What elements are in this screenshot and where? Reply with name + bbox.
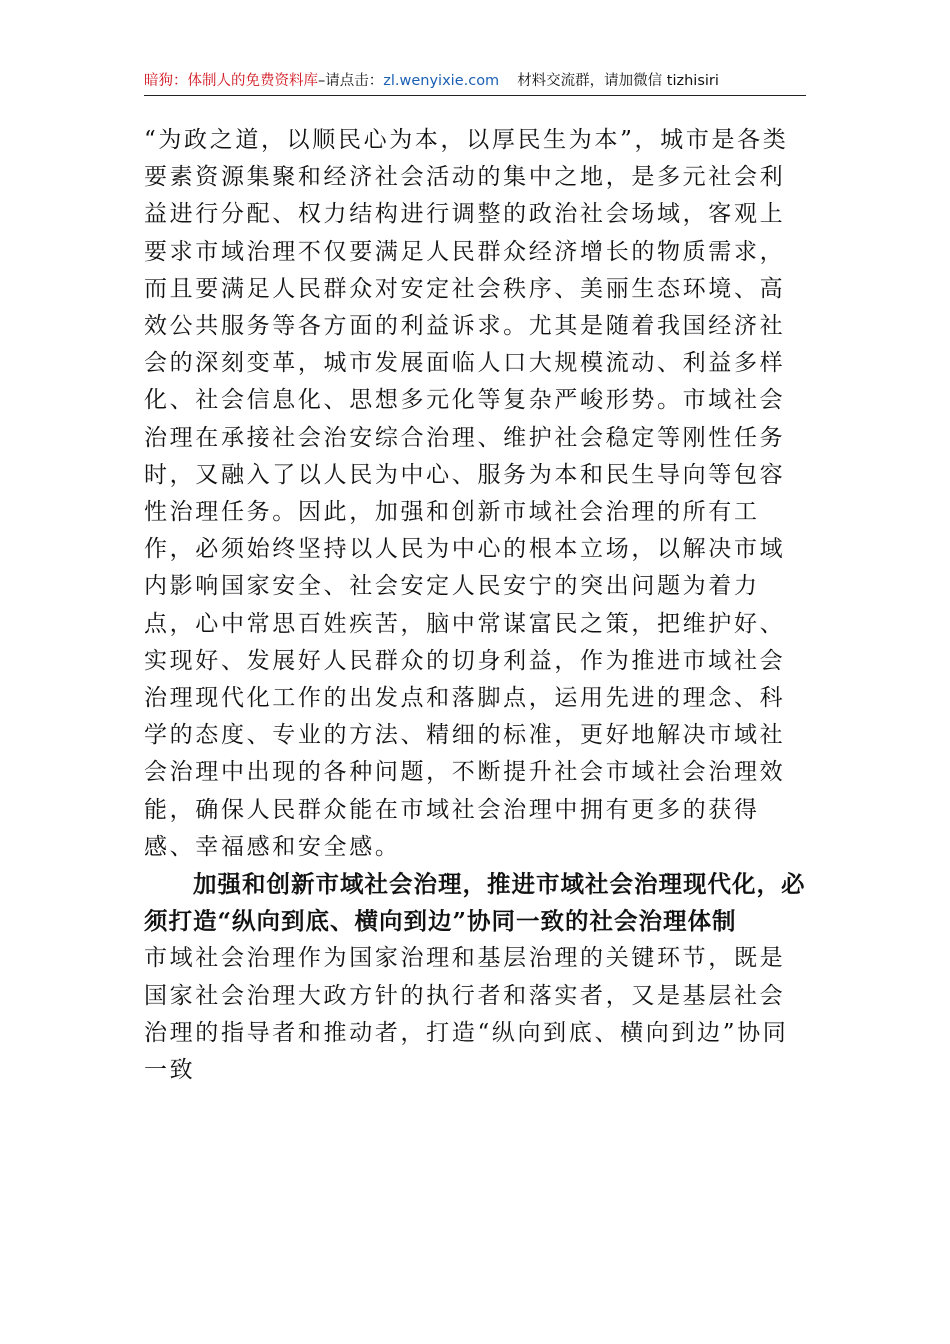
- header-link[interactable]: zl.wenyixie.com: [383, 73, 500, 89]
- header-divider: [144, 95, 806, 96]
- paragraph-1: “为政之道，以顺民心为本，以厚民生为本”，城市是各类要素资源集聚和经济社会活动的集中之地，是多元社会利益进行分配、权力结构进行调整的政治社会场域，客观上要求市域治理不仅要满足人民群众经济增长的物质需求，而且要满足人民群众对安定社会秩序、美丽生态环境、高效公共服务等各方面的利益诉求。尤其是随着我国经济社会的深刻变革，城市发展面临人口大规模流动、利益多样化、社会信息化、思想多元化等复杂严峻形势。市域社会治理在承接社会治安综合治理、维护社会稳定等刚性任务时，又融入了以人民为中心、服务为本和民生导向等包容性治理任务。因此，加强和创新市域社会治理的所有工作，必须始终坚持以人民为中心的根本立场，以解决市域内影响国家安全、社会安定人民安宁的突出问题为着力点，心中常思百姓疾苦，脑中常谋富民之策，把维护好、实现好、发展好人民群众的切身利益，作为推进市域社会治理现代化工作的出发点和落脚点，运用先进的理念、科学的态度、专业的方法、精细的标准，更好地解决市域社会治理中出现的各种问题，不断提升社会市域社会治理效能，确保人民群众能在市域社会治理中拥有更多的获得感、幸福感和安全感。: [144, 127, 789, 860]
- section-heading: 加强和创新市域社会治理，推进市域社会治理现代化，必须打造“纵向到底、横向到边”协同一致的社会治理体制: [144, 870, 806, 936]
- paragraph-3: 市域社会治理作为国家治理和基层治理的关键环节，既是国家社会治理大政方针的执行者和落实者，又是基层社会治理的指导者和推动者，打造“纵向到底、横向到边”协同一致: [144, 945, 789, 1084]
- header-link-prefix: –请点击：: [318, 73, 384, 89]
- document-body: [144, 122, 806, 1089]
- header-contact: 材料交流群，请加微信 tizhisiri: [517, 73, 719, 89]
- page-header: [144, 68, 806, 94]
- header-brand: 暗狗：体制人的免费资料库: [144, 73, 318, 89]
